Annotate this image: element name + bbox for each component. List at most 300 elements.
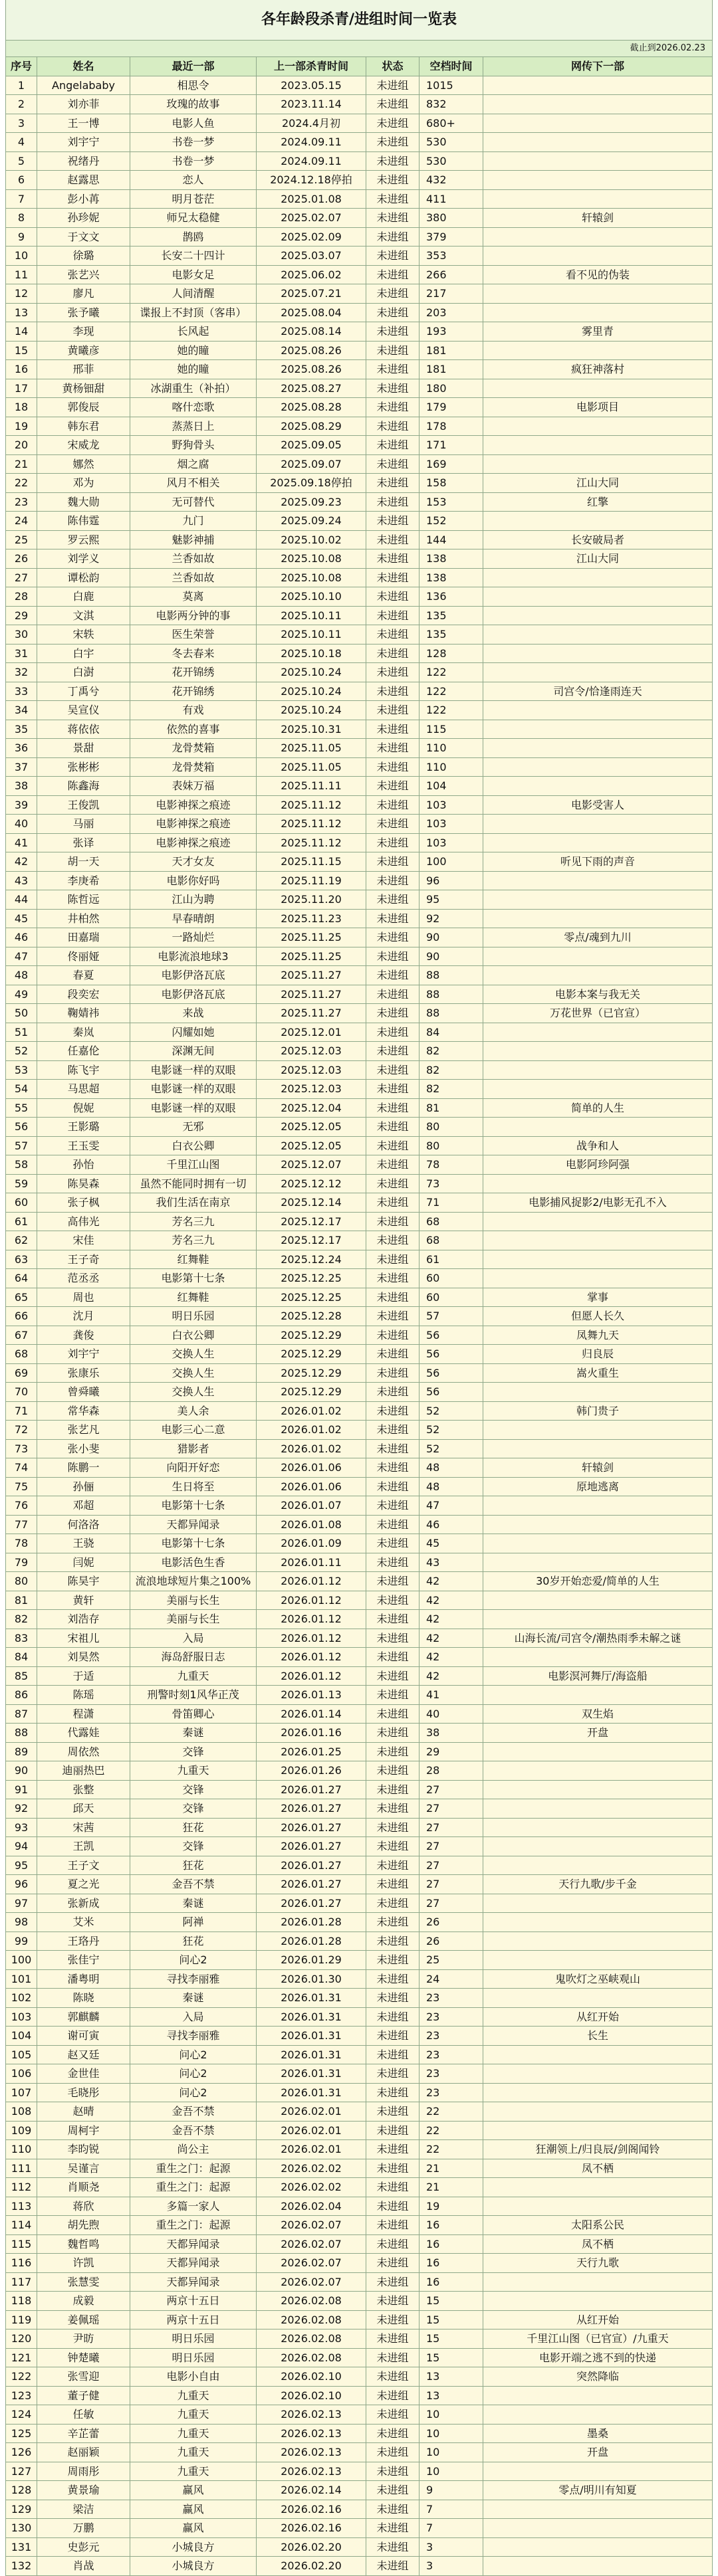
cell-wrap-date: 2026.02.13 [257, 2405, 366, 2425]
cell-name: 王俊凯 [37, 796, 130, 815]
cell-next [483, 1269, 713, 1288]
cell-no: 93 [5, 1819, 37, 1838]
cell-wrap-date: 2025.12.01 [257, 1023, 366, 1042]
cell-no: 69 [5, 1364, 37, 1383]
cell-gap: 19 [419, 2197, 483, 2217]
cell-next: 长生 [483, 2027, 713, 2046]
table-row [5, 1193, 713, 1213]
cell-wrap-date: 2025.09.23 [257, 493, 366, 512]
cell-recent: 两京十五日 [130, 2311, 257, 2330]
cell-gap: 103 [419, 815, 483, 834]
cell-wrap-date: 2026.02.07 [257, 2235, 366, 2254]
cell-wrap-date: 2025.11.15 [257, 852, 366, 872]
cell-no: 59 [5, 1175, 37, 1194]
cell-recent: 来战 [130, 1004, 257, 1023]
cell-name: 肖顺尧 [37, 2178, 130, 2197]
cell-wrap-date: 2025.12.05 [257, 1118, 366, 1137]
cell-recent: 早春晴朗 [130, 910, 257, 929]
cell-recent: 野狗骨头 [130, 436, 257, 455]
cell-next: 凤不栖 [483, 2235, 713, 2254]
cell-next [483, 777, 713, 796]
table-row [5, 1705, 713, 1724]
cell-next [483, 2178, 713, 2197]
cell-recent: 流浪地球短片集之100% [130, 1572, 257, 1591]
cell-recent: 重生之门：起源 [130, 2159, 257, 2179]
cell-next: 零点/魂到九川 [483, 928, 713, 947]
cell-status: 未进组 [366, 663, 419, 682]
table-row [5, 114, 713, 134]
cell-gap: 42 [419, 1629, 483, 1648]
cell-wrap-date: 2026.01.11 [257, 1553, 366, 1573]
cell-next [483, 1231, 713, 1250]
cell-gap: 16 [419, 2273, 483, 2292]
cell-next [483, 2197, 713, 2217]
cell-no: 19 [5, 417, 37, 437]
cell-name: 金世佳 [37, 2064, 130, 2084]
cell-status: 未进组 [366, 304, 419, 323]
cell-no: 109 [5, 2122, 37, 2141]
cell-next [483, 2064, 713, 2084]
cell-next: 从红开始 [483, 2008, 713, 2027]
table-row [5, 607, 713, 626]
cell-next [483, 1932, 713, 1951]
cell-name: 周也 [37, 1288, 130, 1308]
cell-wrap-date: 2026.02.04 [257, 2197, 366, 2217]
cell-status: 未进组 [366, 1686, 419, 1705]
cell-name: 沈月 [37, 1307, 130, 1326]
cell-recent: 师兄太稳健 [130, 209, 257, 228]
cell-next [483, 2500, 713, 2520]
table-row [5, 1478, 713, 1497]
cell-wrap-date: 2026.01.27 [257, 1875, 366, 1894]
table-row [5, 2084, 713, 2103]
cell-gap: 23 [419, 2046, 483, 2065]
cell-next [483, 815, 713, 834]
cell-next [483, 2462, 713, 2482]
cell-status: 未进组 [366, 872, 419, 891]
cell-no: 3 [5, 114, 37, 134]
cell-recent: 交锋 [130, 1837, 257, 1856]
cell-gap: 3 [419, 2538, 483, 2557]
cell-recent: 多篇一家人 [130, 2197, 257, 2217]
cell-gap: 158 [419, 474, 483, 493]
cell-name: 刘浩存 [37, 1610, 130, 1629]
cell-gap: 136 [419, 587, 483, 607]
cell-status: 未进组 [366, 1307, 419, 1326]
cell-status: 未进组 [366, 1383, 419, 1402]
table-row [5, 304, 713, 323]
cell-no: 120 [5, 2329, 37, 2349]
cell-gap: 88 [419, 1004, 483, 1023]
cell-gap: 10 [419, 2443, 483, 2462]
header-status: 状态 [366, 57, 419, 76]
cell-next [483, 1080, 713, 1099]
cell-recent: 电影活色生香 [130, 1553, 257, 1573]
cell-status: 未进组 [366, 360, 419, 379]
cell-gap: 7 [419, 2519, 483, 2538]
cell-status: 未进组 [366, 852, 419, 872]
cell-no: 10 [5, 247, 37, 266]
table-title: 各年龄段杀青/进组时间一览表 [5, 0, 713, 40]
cell-name: 李现 [37, 322, 130, 342]
table-row [5, 2027, 713, 2046]
cell-next [483, 2405, 713, 2425]
cell-gap: 82 [419, 1080, 483, 1099]
cell-next [483, 114, 713, 134]
cell-next [483, 1894, 713, 1914]
cell-no: 48 [5, 966, 37, 985]
cell-status: 未进组 [366, 1099, 419, 1118]
cell-gap: 90 [419, 928, 483, 947]
cell-next: 战争和人 [483, 1137, 713, 1156]
table-row [5, 2425, 713, 2444]
cell-name: 赵丽颖 [37, 2443, 130, 2462]
cell-recent: 电影第十七条 [130, 1269, 257, 1288]
table-row [5, 1288, 713, 1308]
cell-no: 108 [5, 2102, 37, 2122]
cell-status: 未进组 [366, 625, 419, 644]
cell-recent: 白衣公卿 [130, 1326, 257, 1345]
cell-name: 刘昊然 [37, 1648, 130, 1667]
table-row [5, 2140, 713, 2159]
cell-no: 94 [5, 1837, 37, 1856]
cell-name: 黄杨钿甜 [37, 379, 130, 399]
cell-gap: 530 [419, 133, 483, 152]
header-name: 姓名 [37, 57, 130, 76]
cell-wrap-date: 2025.11.23 [257, 910, 366, 929]
cell-status: 未进组 [366, 2481, 419, 2500]
cell-recent: 长安二十四计 [130, 247, 257, 266]
table-row [5, 2367, 713, 2387]
cell-wrap-date: 2026.01.27 [257, 1819, 366, 1838]
table-row [5, 928, 713, 947]
table-row [5, 1496, 713, 1516]
cell-gap: 42 [419, 1667, 483, 1686]
cell-next [483, 1989, 713, 2008]
cell-recent: 红舞鞋 [130, 1288, 257, 1308]
cell-next [483, 2273, 713, 2292]
cell-recent: 恋人 [130, 171, 257, 190]
table-row [5, 1913, 713, 1932]
cell-wrap-date: 2025.12.29 [257, 1383, 366, 1402]
cell-wrap-date: 2026.02.14 [257, 2481, 366, 2500]
cell-wrap-date: 2025.08.27 [257, 379, 366, 399]
cell-status: 未进组 [366, 682, 419, 702]
cell-status: 未进组 [366, 1932, 419, 1951]
cell-status: 未进组 [366, 890, 419, 910]
cell-no: 55 [5, 1099, 37, 1118]
cell-wrap-date: 2025.10.08 [257, 569, 366, 588]
cell-status: 未进组 [366, 1004, 419, 1023]
cell-recent: 九重天 [130, 1761, 257, 1781]
cell-recent: 刑警时刻1风华正茂 [130, 1686, 257, 1705]
cell-gap: 73 [419, 1175, 483, 1194]
cell-gap: 15 [419, 2349, 483, 2368]
cell-wrap-date: 2026.01.02 [257, 1421, 366, 1440]
cell-wrap-date: 2026.01.28 [257, 1913, 366, 1932]
cell-wrap-date: 2026.02.08 [257, 2329, 366, 2349]
cell-name: 白宇 [37, 644, 130, 664]
cell-status: 未进组 [366, 2462, 419, 2482]
table-row [5, 228, 713, 247]
cell-next: 红擎 [483, 493, 713, 512]
table-row [5, 2538, 713, 2557]
cell-status: 未进组 [366, 1421, 419, 1440]
cell-no: 77 [5, 1516, 37, 1535]
cell-gap: 60 [419, 1269, 483, 1288]
cell-wrap-date: 2026.02.16 [257, 2519, 366, 2538]
cell-recent: 依然的喜事 [130, 720, 257, 740]
table-row [5, 644, 713, 664]
table-row [5, 1875, 713, 1894]
cell-gap: 26 [419, 1913, 483, 1932]
cell-gap: 56 [419, 1383, 483, 1402]
cell-gap: 23 [419, 2027, 483, 2046]
cell-wrap-date: 2026.01.12 [257, 1648, 366, 1667]
cell-name: 邱天 [37, 1799, 130, 1819]
cell-next: 雾里青 [483, 322, 713, 342]
cell-wrap-date: 2026.01.31 [257, 2027, 366, 2046]
cell-gap: 3 [419, 2557, 483, 2576]
cell-no: 2 [5, 95, 37, 114]
cell-next [483, 455, 713, 474]
cell-gap: 135 [419, 625, 483, 644]
cell-name: 邢菲 [37, 360, 130, 379]
cell-no: 34 [5, 701, 37, 720]
table-row [5, 247, 713, 266]
cell-name: 王玉雯 [37, 1137, 130, 1156]
cell-status: 未进组 [366, 2178, 419, 2197]
cell-name: 孙俪 [37, 1478, 130, 1497]
cell-no: 70 [5, 1383, 37, 1402]
table-row [5, 322, 713, 342]
cell-gap: 135 [419, 607, 483, 626]
cell-no: 53 [5, 1061, 37, 1080]
cell-wrap-date: 2025.11.11 [257, 777, 366, 796]
cell-wrap-date: 2026.01.27 [257, 1799, 366, 1819]
cell-next: 看不见的伪装 [483, 266, 713, 285]
cell-wrap-date: 2026.02.16 [257, 2500, 366, 2520]
cell-no: 63 [5, 1250, 37, 1270]
cell-name: 张艺凡 [37, 1421, 130, 1440]
cell-name: 张康乐 [37, 1364, 130, 1383]
cell-name: 张译 [37, 834, 130, 853]
cell-next [483, 2538, 713, 2557]
cell-gap: 68 [419, 1213, 483, 1232]
cell-no: 32 [5, 663, 37, 682]
table-row [5, 2405, 713, 2425]
cell-next [483, 1118, 713, 1137]
cell-gap: 27 [419, 1799, 483, 1819]
cell-recent: 秦谜 [130, 1989, 257, 2008]
cell-no: 5 [5, 152, 37, 171]
cell-recent: 入局 [130, 2008, 257, 2027]
cell-gap: 181 [419, 342, 483, 361]
cell-no: 40 [5, 815, 37, 834]
cell-status: 未进组 [366, 2197, 419, 2217]
cell-status: 未进组 [366, 739, 419, 758]
cell-recent: 书卷一梦 [130, 152, 257, 171]
cell-no: 41 [5, 834, 37, 853]
cell-status: 未进组 [366, 114, 419, 134]
cell-no: 7 [5, 190, 37, 209]
cell-wrap-date: 2024.09.11 [257, 152, 366, 171]
cell-name: 曾舜曦 [37, 1383, 130, 1402]
table-row [5, 1894, 713, 1914]
table-row [5, 2500, 713, 2520]
cell-name: 任嘉伦 [37, 1042, 130, 1061]
cell-name: 娜然 [37, 455, 130, 474]
cell-no: 113 [5, 2197, 37, 2217]
cell-name: 董子健 [37, 2387, 130, 2406]
cell-no: 106 [5, 2064, 37, 2084]
cell-no: 92 [5, 1799, 37, 1819]
cell-name: 张佳宁 [37, 1951, 130, 1970]
cell-gap: 90 [419, 947, 483, 967]
cell-wrap-date: 2026.02.08 [257, 2349, 366, 2368]
table-row [5, 2443, 713, 2462]
cell-next [483, 228, 713, 247]
cell-recent: 电影流浪地球3 [130, 947, 257, 967]
table-row [5, 2292, 713, 2311]
cell-next [483, 569, 713, 588]
cell-wrap-date: 2025.07.21 [257, 284, 366, 304]
cell-name: 毛晓彤 [37, 2084, 130, 2103]
cell-next [483, 1591, 713, 1611]
cell-name: 高伟光 [37, 1213, 130, 1232]
cell-recent: 九重天 [130, 2405, 257, 2425]
cell-recent: 芳名三九 [130, 1213, 257, 1232]
cell-status: 未进组 [366, 1288, 419, 1308]
cell-next [483, 1383, 713, 1402]
cell-name: 蒋依依 [37, 720, 130, 740]
cell-wrap-date: 2026.02.01 [257, 2140, 366, 2159]
cell-wrap-date: 2025.11.20 [257, 890, 366, 910]
cell-status: 未进组 [366, 1326, 419, 1345]
cell-no: 33 [5, 682, 37, 702]
cell-next [483, 739, 713, 758]
cell-gap: 169 [419, 455, 483, 474]
cell-no: 76 [5, 1496, 37, 1516]
cell-status: 未进组 [366, 512, 419, 531]
cell-next [483, 284, 713, 304]
cell-recent: 她的瞳 [130, 342, 257, 361]
cell-name: 段奕宏 [37, 985, 130, 1005]
cell-no: 104 [5, 2027, 37, 2046]
cell-no: 52 [5, 1042, 37, 1061]
cell-wrap-date: 2026.02.10 [257, 2367, 366, 2387]
cell-next [483, 1799, 713, 1819]
cell-next [483, 190, 713, 209]
cell-status: 未进组 [366, 1193, 419, 1213]
cell-gap: 380 [419, 209, 483, 228]
cell-next: 千里江山图（已官宣）/九重天 [483, 2329, 713, 2349]
cell-gap: 203 [419, 304, 483, 323]
cell-recent: 鹊鸥 [130, 228, 257, 247]
cell-recent: 长风起 [130, 322, 257, 342]
cell-status: 未进组 [366, 985, 419, 1005]
cell-status: 未进组 [366, 2216, 419, 2235]
cell-recent: 天才女友 [130, 852, 257, 872]
cell-no: 123 [5, 2387, 37, 2406]
cell-no: 64 [5, 1269, 37, 1288]
cell-wrap-date: 2025.12.07 [257, 1155, 366, 1175]
cell-name: 彭小苒 [37, 190, 130, 209]
cell-next [483, 417, 713, 437]
cell-status: 未进组 [366, 228, 419, 247]
cell-name: 倪妮 [37, 1099, 130, 1118]
cell-no: 102 [5, 1989, 37, 2008]
cell-recent: 电影伊洛瓦底 [130, 985, 257, 1005]
cell-recent: 江山为聘 [130, 890, 257, 910]
cell-status: 未进组 [366, 2046, 419, 2065]
cell-recent: 两京十五日 [130, 2292, 257, 2311]
cell-no: 96 [5, 1875, 37, 1894]
cell-no: 103 [5, 2008, 37, 2027]
cell-status: 未进组 [366, 1440, 419, 1459]
cell-name: 田嘉瑞 [37, 928, 130, 947]
cell-next [483, 1440, 713, 1459]
cell-status: 未进组 [366, 190, 419, 209]
cell-wrap-date: 2025.10.24 [257, 663, 366, 682]
cell-wrap-date: 2025.10.11 [257, 625, 366, 644]
cell-wrap-date: 2026.02.13 [257, 2425, 366, 2444]
cell-no: 130 [5, 2519, 37, 2538]
table-row [5, 2557, 713, 2576]
cell-next: 墨桑 [483, 2425, 713, 2444]
cell-status: 未进组 [366, 1781, 419, 1800]
cell-wrap-date: 2025.08.04 [257, 304, 366, 323]
cell-status: 未进组 [366, 1478, 419, 1497]
cell-name: 艾米 [37, 1913, 130, 1932]
table-row [5, 2462, 713, 2482]
cell-name: 刘学义 [37, 549, 130, 569]
cell-gap: 103 [419, 796, 483, 815]
cell-gap: 21 [419, 2178, 483, 2197]
cell-wrap-date: 2026.01.26 [257, 1761, 366, 1781]
cell-no: 124 [5, 2405, 37, 2425]
cell-name: 鞠婧祎 [37, 1004, 130, 1023]
cell-recent: 金吾不禁 [130, 2122, 257, 2141]
cell-no: 89 [5, 1743, 37, 1762]
cell-wrap-date: 2025.11.05 [257, 758, 366, 777]
cell-name: 蒋欣 [37, 2197, 130, 2217]
cell-gap: 10 [419, 2405, 483, 2425]
cell-next [483, 625, 713, 644]
cell-wrap-date: 2025.08.26 [257, 360, 366, 379]
cell-no: 43 [5, 872, 37, 891]
cell-recent: 龙骨焚箱 [130, 758, 257, 777]
cell-wrap-date: 2026.01.06 [257, 1458, 366, 1478]
table-row [5, 796, 713, 815]
cell-wrap-date: 2025.08.26 [257, 342, 366, 361]
cell-name: 万鹏 [37, 2519, 130, 2538]
cell-gap: 178 [419, 417, 483, 437]
cell-wrap-date: 2026.01.27 [257, 1894, 366, 1914]
cell-next: 天行九歌/步千金 [483, 1875, 713, 1894]
table-row [5, 493, 713, 512]
cell-wrap-date: 2026.02.13 [257, 2443, 366, 2462]
table-row [5, 1269, 713, 1288]
cell-gap: 1015 [419, 76, 483, 96]
cell-gap: 16 [419, 2216, 483, 2235]
cell-recent: 交换人生 [130, 1364, 257, 1383]
cell-status: 未进组 [366, 796, 419, 815]
table-row [5, 1856, 713, 1876]
cell-no: 87 [5, 1705, 37, 1724]
table-row [5, 1250, 713, 1270]
cell-no: 91 [5, 1781, 37, 1800]
